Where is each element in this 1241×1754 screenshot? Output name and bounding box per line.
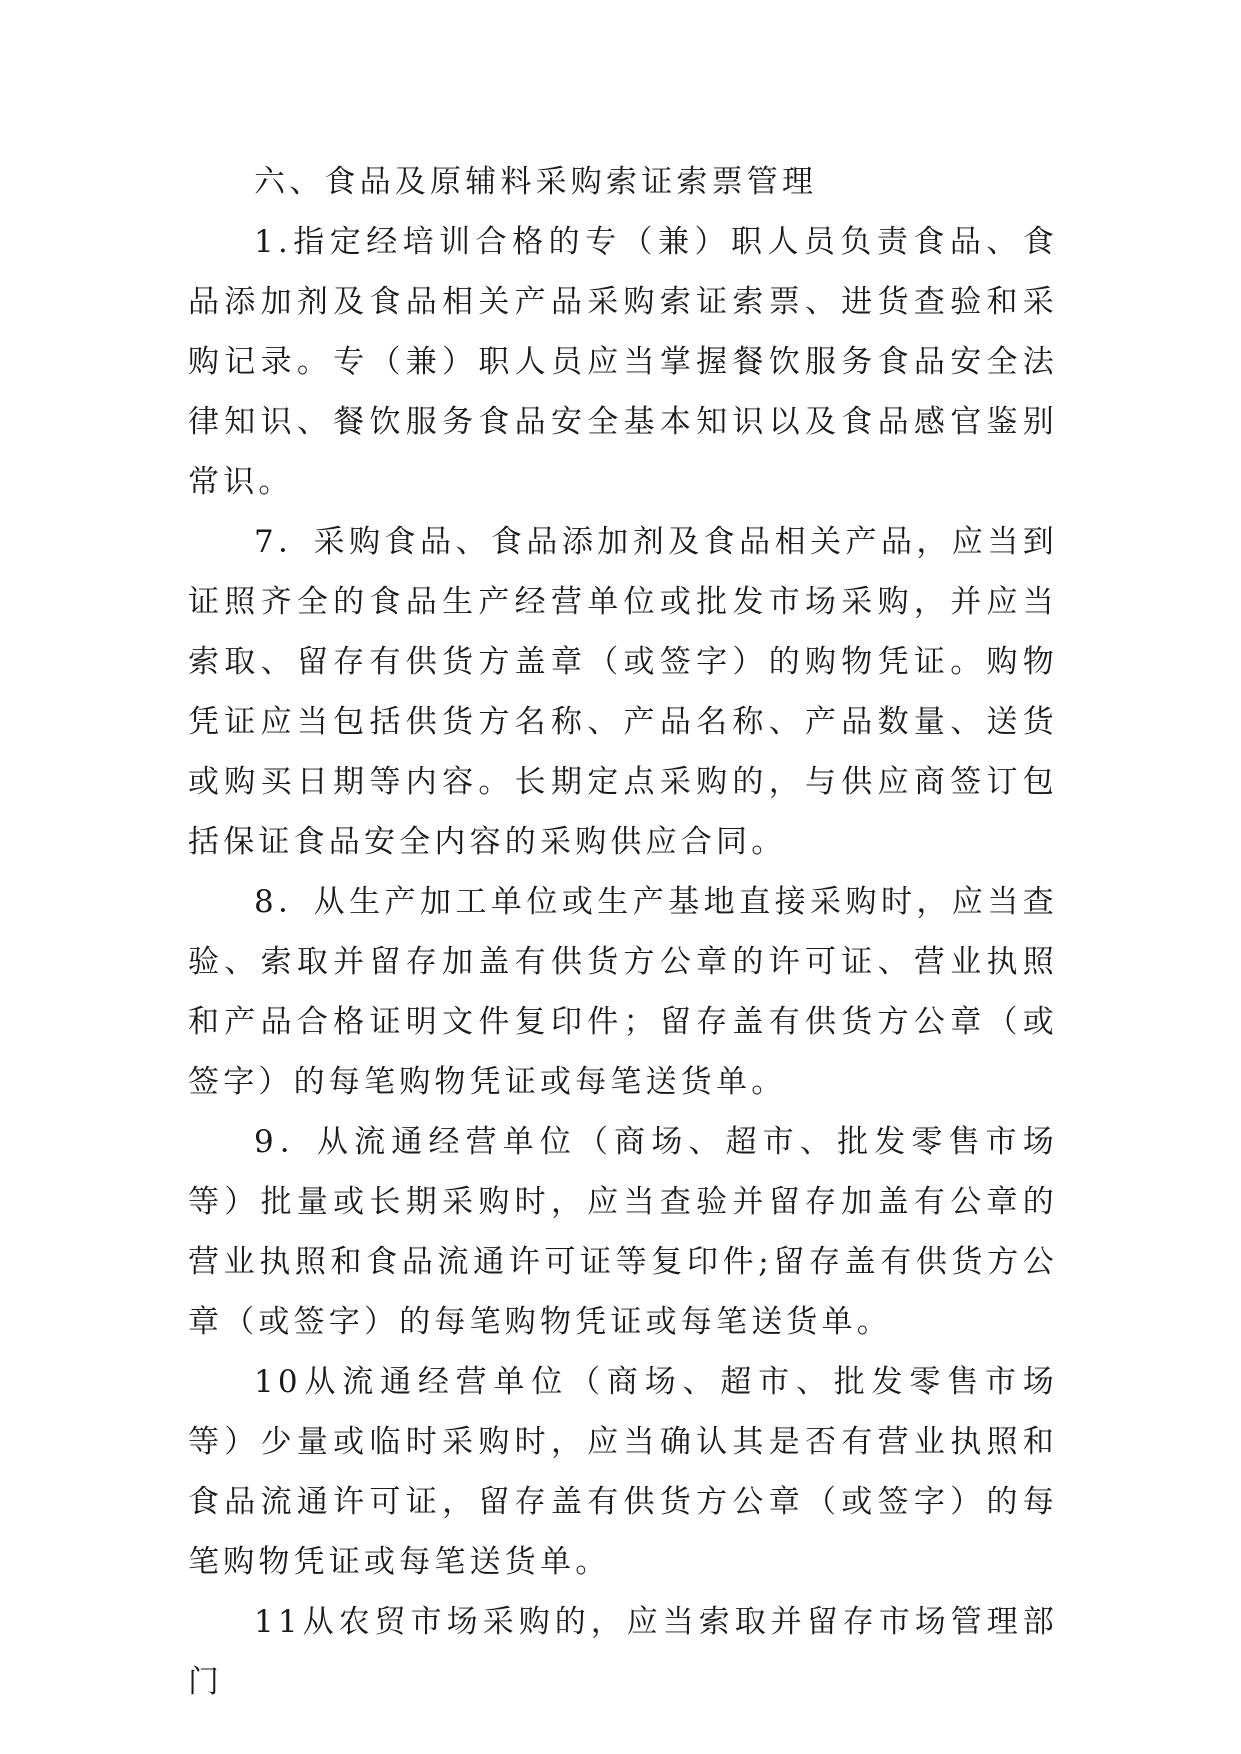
paragraph-item-8: 8．从生产加工单位或生产基地直接采购时，应当查验、索取并留存加盖有供货方公章的许可证、营业执照和产品合格证明文件复印件；留存盖有供货方公章（或签字）的每笔购物凭证或每笔送货单。 [188, 884, 1058, 1100]
paragraph-item-1: 1.指定经培训合格的专（兼）职人员负责食品、食品添加剂及食品相关产品采购索证索票、进货查验和采购记录。专（兼）职人员应当掌握餐饮服务食品安全法律知识、餐饮服务食品安全基本知识以及食品感官鉴别常识。 [188, 224, 1058, 500]
section-heading: 六、食品及原辅料采购索证索票管理 [254, 164, 818, 200]
paragraph-item-7: 7．采购食品、食品添加剂及食品相关产品，应当到证照齐全的食品生产经营单位或批发市场采购，并应当索取、留存有供货方盖章（或签字）的购物凭证。购物凭证应当包括供货方名称、产品名称、产品数量、送货或购买日期等内容。长期定点采购的，与供应商签订包括保证食品安全内容的采购供应合同。 [188, 524, 1058, 860]
document-body [188, 152, 1058, 1712]
paragraph-item-9: 9．从流通经营单位（商场、超市、批发零售市场等）批量或长期采购时，应当查验并留存加盖有公章的营业执照和食品流通许可证等复印件;留存盖有供货方公章（或签字）的每笔购物凭证或每笔送货单。 [188, 1124, 1058, 1340]
paragraph-item-10: 10从流通经营单位（商场、超市、批发零售市场等）少量或临时采购时，应当确认其是否有营业执照和食品流通许可证，留存盖有供货方公章（或签字）的每笔购物凭证或每笔送货单。 [188, 1364, 1058, 1580]
paragraph-item-11: 11从农贸市场采购的，应当索取并留存市场管理部门 [188, 1604, 1058, 1700]
